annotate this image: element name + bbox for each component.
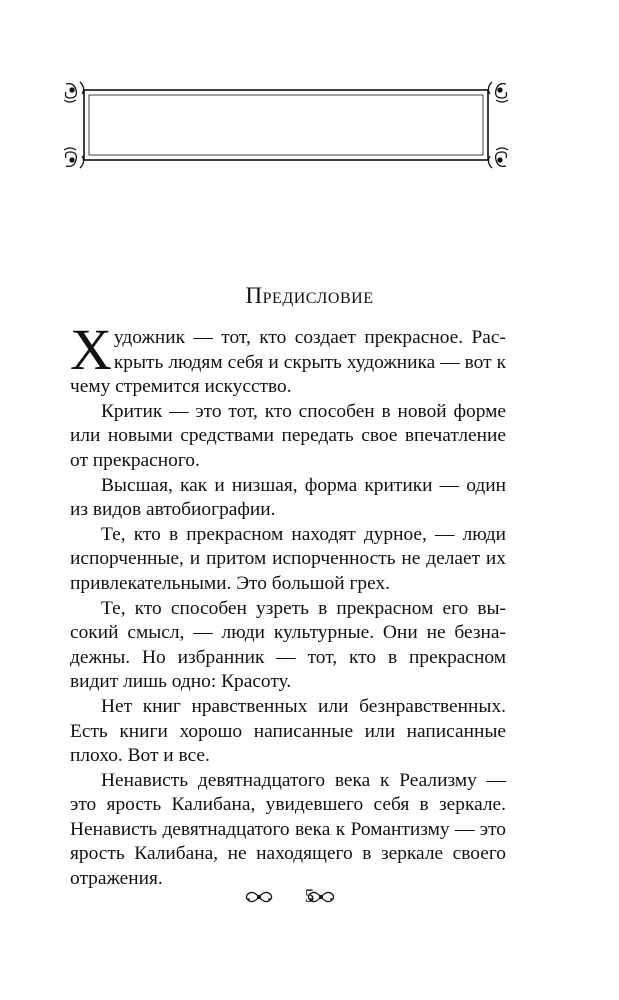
corner-flourish-icon: [488, 148, 508, 168]
chapter-title: Предисловие: [245, 283, 374, 308]
paragraph: Критик — это тот, кто способен в новой форме или новыми средствами передать свое впечатление от прекрасного.: [70, 400, 506, 471]
drop-cap: Х: [70, 317, 112, 382]
paragraph: [70, 317, 506, 400]
decorative-frame: [62, 80, 510, 170]
fleuron-icon: [306, 887, 336, 907]
corner-flourish-icon: [64, 148, 84, 168]
paragraph: Те, кто способен узреть в прекрасном его высокий смысл, — люди культурные. Они не безнадежны. Но избранник — тот, кто в прекрасном видит лишь одно: Красоту.: [70, 597, 506, 693]
paragraph-text: удожник — тот, кто создает прекрасное. Раскрыть людям себя и скрыть художника — вот к чему стремится искусство.: [70, 327, 506, 398]
page-number: 5: [304, 886, 315, 907]
corner-flourish-icon: [488, 82, 508, 102]
paragraph: Высшая, как и низшая, форма критики — один из видов автобиографии.: [70, 474, 506, 521]
paragraph: Нет книг нравственных или безнравственных. Есть книги хорошо написанные или написанные плохо. Вот и все.: [70, 695, 506, 767]
paragraph: Те, кто в прекрасном находят дурное, — люди испорченные, и притом испорченность не делает их привлекательными. Это большой грех.: [70, 523, 506, 594]
page-footer: [0, 886, 619, 910]
paragraph: Ненависть девятнадцатого века к Реализму — это ярость Калибана, увидевшего себя в зеркале. Ненависть девятнадцатого века к Романтизму — это ярость Калибана, не находящего в зеркале своего отражения.: [70, 769, 506, 890]
body-text: [70, 317, 506, 892]
corner-flourish-icon: [64, 82, 84, 102]
